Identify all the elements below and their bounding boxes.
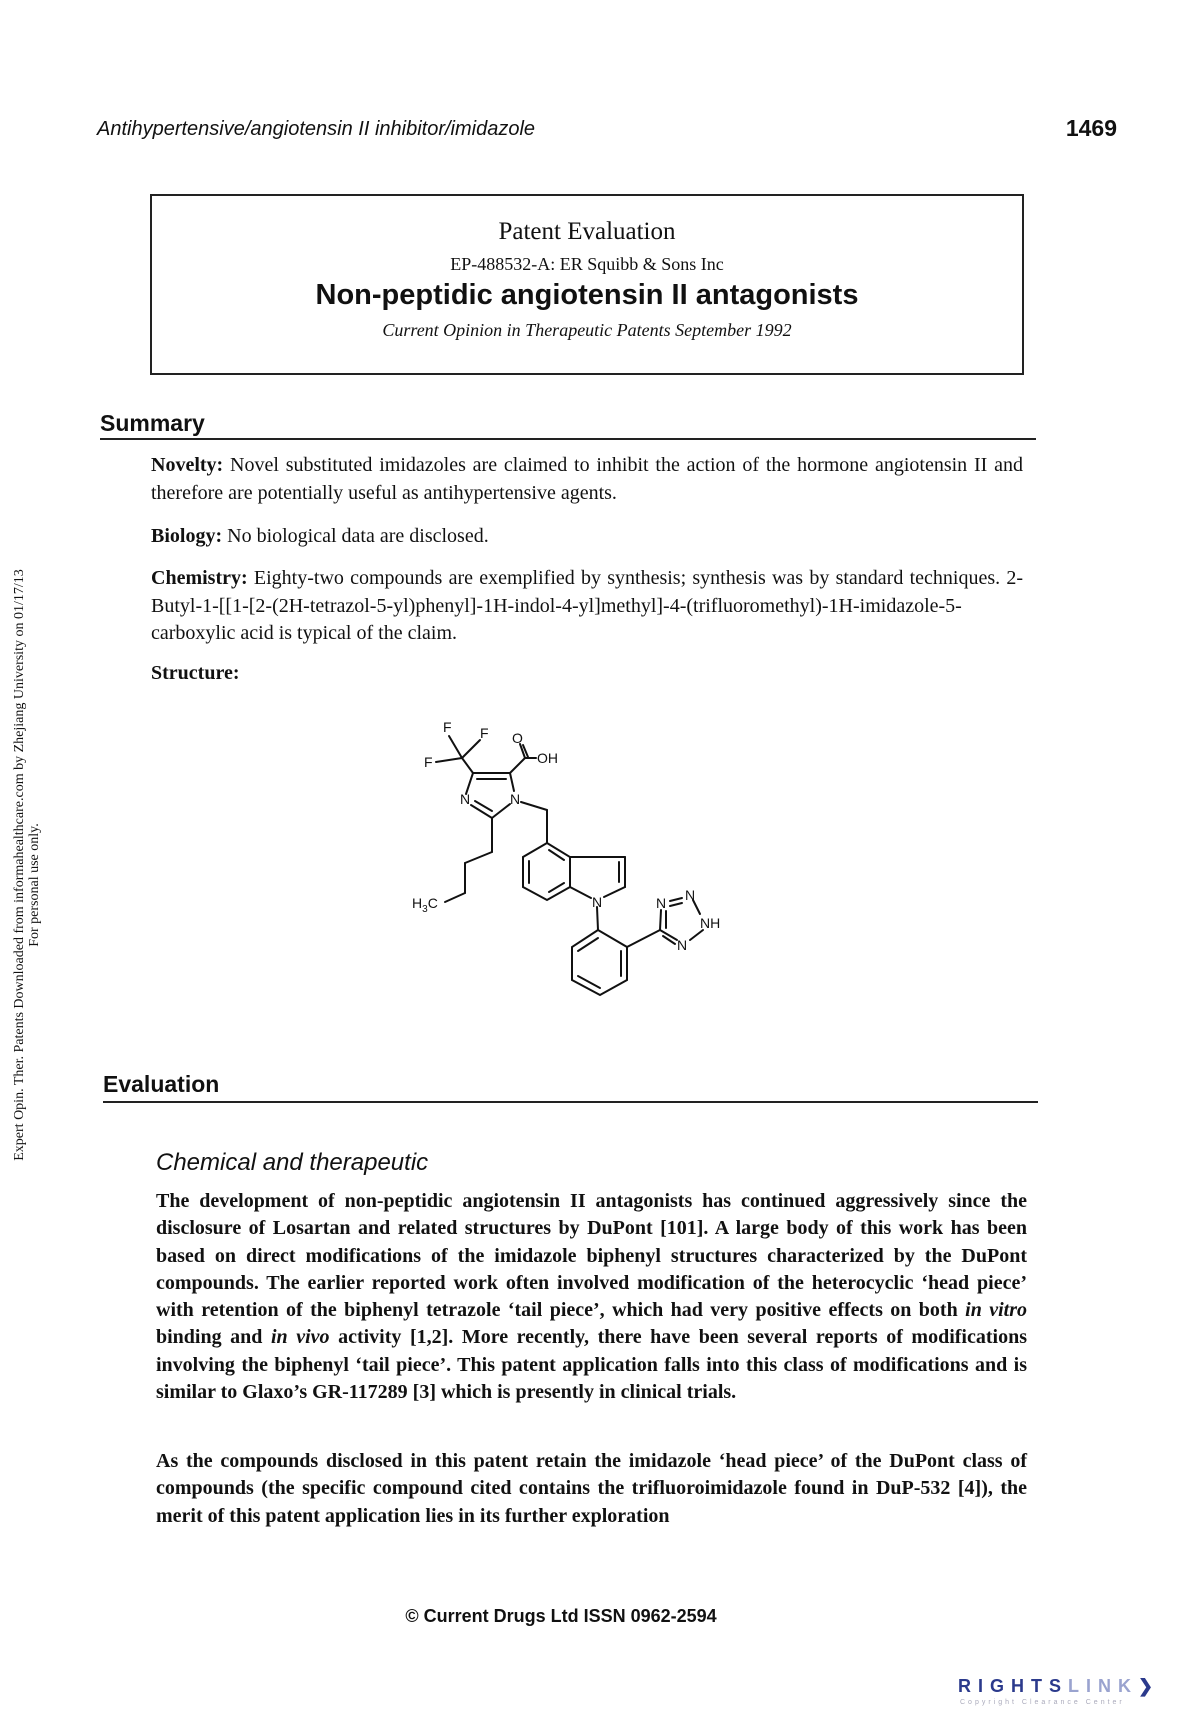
personal-use-watermark: For personal use only.	[27, 823, 42, 947]
atom-n3: N	[460, 791, 471, 807]
atom-f1: F	[443, 719, 452, 735]
atom-f2: F	[480, 725, 489, 741]
evaluation-paragraph-1	[156, 1188, 1027, 1406]
novelty-label: Novelty:	[151, 454, 224, 476]
page-number: 1469	[1065, 115, 1117, 141]
article-kicker: Patent Evaluation	[498, 218, 676, 245]
atom-ch3: $H_3C$	[412, 895, 438, 915]
structure-label-text: Structure:	[151, 662, 240, 684]
subheading-chemical-therapeutic: Chemical and therapeutic	[156, 1149, 429, 1176]
evaluation-rule	[103, 1101, 1038, 1103]
atom-tetrazole-nh: NH	[700, 915, 721, 931]
novelty-text: Novel substituted imidazoles are claimed to inhibit the action of the hormone angiotensin II and therefore are potentially useful as antihypertensive agents.	[151, 454, 1024, 504]
atom-tetrazole-n4: N	[677, 937, 688, 953]
rightslink-part2: LINK	[1068, 1676, 1139, 1696]
download-watermark: Expert Opin. Ther. Patents Downloaded from informahealthcare.com by Zhejiang University on 01/17/13	[12, 569, 27, 1161]
chemistry-text: Eighty-two compounds are exemplified by synthesis; synthesis was by standard techniques. 2-Butyl-1-[[1-[2-(2H-tetrazol-5-yl)phenyl]-1H-indol-4-yl]methyl]-4-(trifluoromethyl)-1H-imidazole-5-carboxylic acid is typical of the claim.	[151, 567, 1024, 644]
biology-label: Biology:	[151, 525, 223, 547]
atom-n-indole: N	[592, 894, 603, 910]
atom-f3: F	[424, 754, 433, 770]
atom-tetrazole-n1: N	[656, 895, 667, 911]
journal-citation: Current Opinion in Therapeutic Patents September 1992	[382, 320, 792, 340]
evaluation-heading: Evaluation	[103, 1071, 220, 1097]
article-title: Non-peptidic angiotensin II antagonists	[315, 279, 859, 311]
p1-in-vivo: in vivo	[270, 1326, 330, 1349]
evaluation-paragraph-2: As the compounds disclosed in this patent retain the imidazole ‘head piece’ of the DuPont class of compounds (the specific compound cited contains the trifluoroimidazole found in DuP-532 [4]), the merit of this patent application lies in its further exploration	[156, 1450, 1027, 1527]
patent-number: EP-488532-A: ER Squibb & Sons Inc	[450, 254, 724, 274]
atom-o: O	[512, 730, 523, 746]
p1-text-a: The development of non-peptidic angiotensin II antagonists has continued aggressively since the disclosure of Losartan and related structures by DuPont [101]. A large body of this work has been based on direct modifications of the imidazole biphenyl structures characterized by the DuPont compounds. The earlier reported work often involved modification of the heterocyclic ‘head piece’ with retention of the biphenyl tetrazole ‘tail piece’, which had very positive effects on both	[156, 1190, 1027, 1322]
rightslink-subtitle: Copyright Clearance Center	[960, 1699, 1125, 1706]
atom-tetrazole-n2: N	[685, 887, 696, 903]
summary-heading: Summary	[100, 410, 205, 436]
running-title: Antihypertensive/angiotensin II inhibitor/imidazole	[97, 118, 536, 140]
footer-copyright: © Current Drugs Ltd ISSN 0962-2594	[405, 1606, 717, 1626]
atom-n1: N	[510, 791, 521, 807]
rightslink-part1: RIGHTS	[958, 1676, 1069, 1696]
rightslink-arrow-icon: ❯	[1138, 1676, 1161, 1696]
p1-in-vitro: in vitro	[965, 1299, 1028, 1322]
rightslink-logo[interactable]	[958, 1676, 1160, 1697]
p1-text-b: binding and	[156, 1326, 271, 1349]
chemistry-label: Chemistry:	[151, 567, 248, 589]
p1-text-c: activity [1,2]. More recently, there have been several reports of modifications involving the biphenyl ‘tail piece’. This patent application falls into this class of modifications and is similar to Glaxo’s GR-117289 [3] which is presently in clinical trials.	[156, 1326, 1027, 1404]
biology-text: No biological data are disclosed.	[227, 525, 489, 547]
atom-oh: OH	[537, 750, 558, 766]
